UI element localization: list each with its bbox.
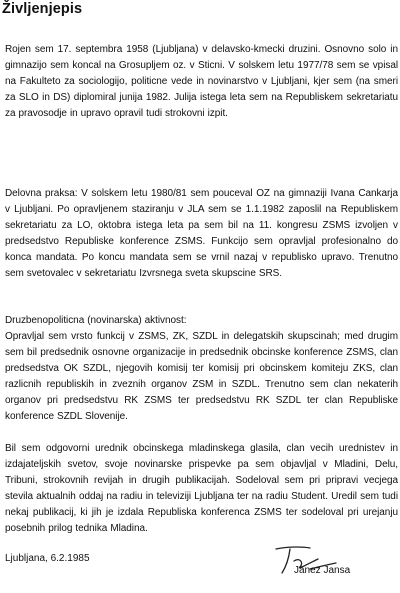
paragraph-journalism: Bil sem odgovorni urednik obcinskega mladinskega glasila, clan vecih urednistev in izdajateljskih svetov, svoje novinarske prispevke pa sem objavljal v Mladini, Delu, Tribuni, strokovnih revijah in drugih publikacijah. Sodeloval sem pri pripravi vecjega stevila aktualnih oddaj na radiu in televiziji Ljubljana ter na radiu Student. Uredil sem tudi nekaj publikacij, ki jih je izdala Republiska konferenca ZSMS ter sodeloval pri urejanju posebnih prilog tednika Mladina.	[5, 443, 398, 535]
signer-name: Janez Jansa	[294, 565, 351, 576]
section-heading: Druzbenopoliticna (novinarska) aktivnost:	[5, 315, 187, 326]
paragraph-political-activity: Opravljal sem vrsto funkcij v ZSMS, ZK, SZDL in delegatskih skupscinah; med drugim sem bil predsednik osnovne organizacije in predsednik obcinske konference ZSMS, clan predsedstva OK SZDL, njegovih komisij ter komisij pri obcinskem komiteju ZKS, clan razlicnih republiskih in zveznih organov ZSM in SZDL. Trenutno sem clan nekaterih organov pri predsedstvu RK ZSMS ter predsedstvu RK SZDL ter clan Republiske konference SZDL Slovenije.	[5, 331, 398, 423]
place-date: Ljubljana, 6.2.1985	[5, 553, 90, 564]
page-title: Življenjepis	[2, 1, 83, 17]
paragraph-work-experience: Delovna praksa: V solskem letu 1980/81 sem pouceval OZ na gimnaziji Ivana Cankarja v Ljubljani. Po opravljenem staziranju v JLA sem se 1.1.1982 zaposlil na Republiskem sekretariatu za LO, oktobra istega leta pa sem bil na 11. kongresu ZSMS izvoljen v predsedstvo Republiske konference ZSMS. Funkcijo sem opravljal profesionalno do konca mandata. Po koncu mandata sem se vrnil nazaj v republisko upravo. Trenutno sem svetovalec v sekretariatu Izvrsnega sveta skupscine SRS.	[5, 188, 398, 280]
paragraph-personal: Rojen sem 17. septembra 1958 (Ljubljana) v delavsko-kmecki druzini. Osnovno solo in gimnazijo sem koncal na Grosupljem oz. v Sticni. V solskem letu 1977/78 sem se vpisal na Fakulteto za sociologijo, politicne vede in novinarstvo v Ljubljani, kjer sem (na smeri za SLO in DS) diplomiral junija 1982. Julija istega leta sem na Republiskem sekretariatu za pravosodje in upravo opravil tudi strokovni izpit.	[5, 44, 398, 120]
